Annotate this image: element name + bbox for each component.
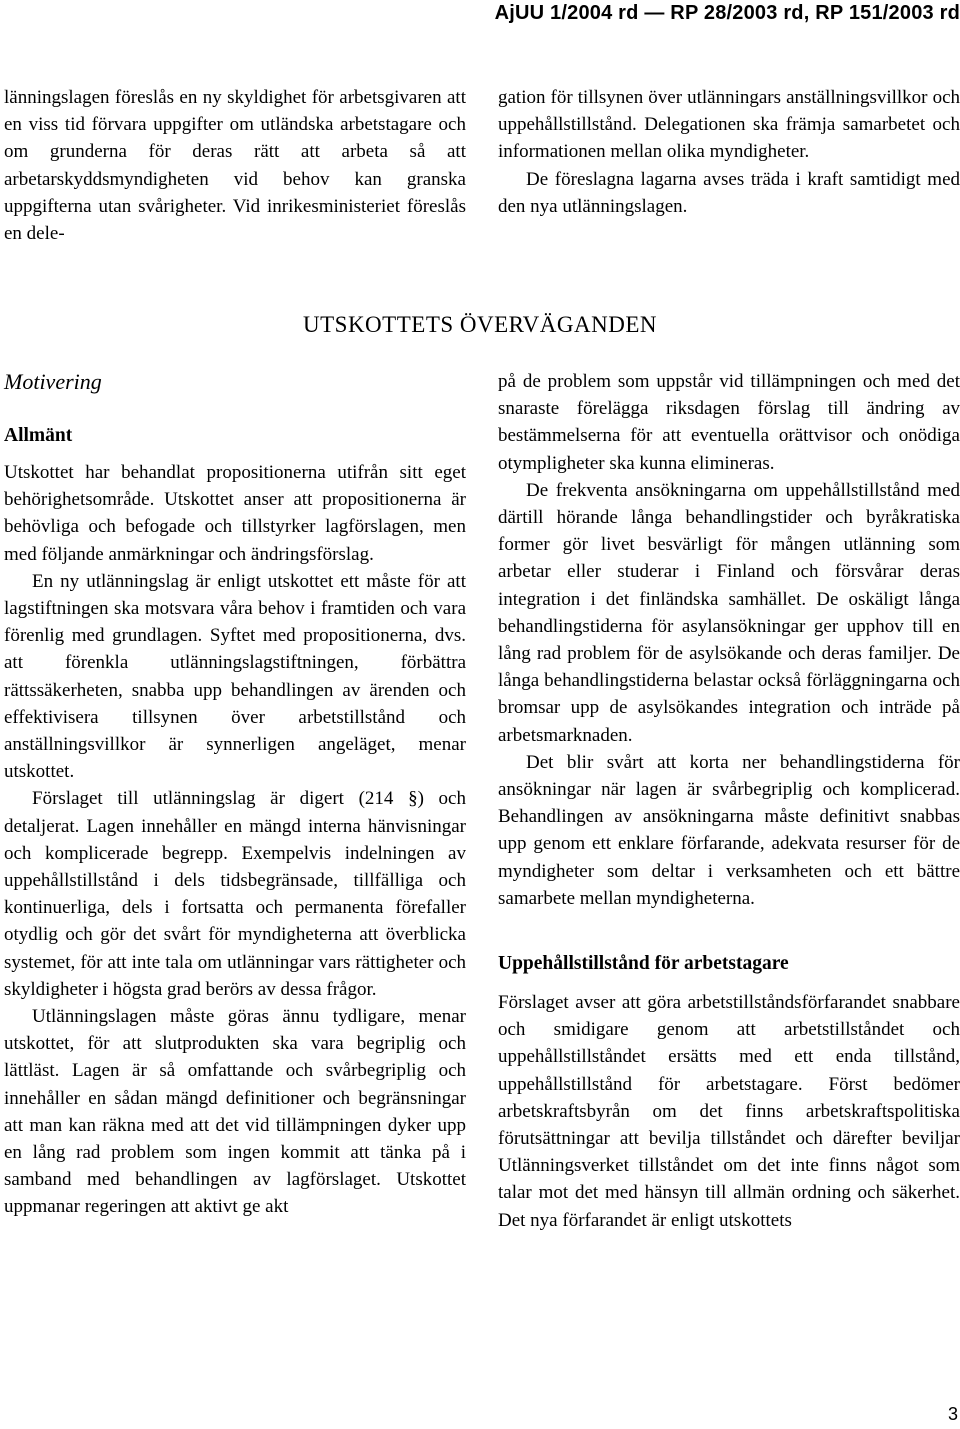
section-title: UTSKOTTETS ÖVERVÄGANDEN [303, 312, 657, 337]
top-paragraph-entry-into-force: De föreslagna lagarna avses träda i kraft samtidigt med den nya utlänningslagen. [498, 168, 960, 217]
top-right-column [498, 84, 960, 220]
main-left-column [4, 368, 466, 1221]
paragraph-5: på de problem som uppstår vid tillämpningen och med det snaraste förelägga riksdagen förslag till ändring av bestämmelserna för att eventuella orättvisor och onödiga otympligheter ska kunna elimineras. [498, 371, 960, 474]
top-left-column [4, 84, 466, 247]
paragraph-7: Det blir svårt att korta ner behandlingstiderna för ansökningar när lagen är svårbegriplig och komplicerad. Behandlingen av ansökningarna måste definitivt snabbas upp genom ett enklare förfarande, adekvata resurser för de myndigheter som deltar i verksamheten och ett bättre samarbete mellan myndigheterna. [498, 751, 960, 909]
paragraph-6: De frekventa ansökningarna om uppehållstillstånd med därtill hörande långa behandlingstider och byråkratiska former gör livet besvärligt för mången utlänning som arbetar eller studerar i Finland och försvårar deras integration i det finländska samhället. De oskäligt långa behandlingstiderna för asylansökningar ger upphov till en lång rad problem för de asylsökande och deras familjer. De långa behandlingstiderna belastar också förläggningarna och bromsar upp de asylsökandes integration och inträde på arbetsmarknaden. [498, 479, 960, 746]
paragraph-1: Utskottet har behandlat propositionerna utifrån sitt eget behörighetsområde. Utskottet anser att propositionerna är behövliga och befogade och tillstyrker lagförslagen, men med följande anmärkningar och ändringsförslag. [4, 462, 466, 565]
page-number: 3 [947, 1404, 958, 1424]
subheading-uppehallstillstand: Uppehållstillstånd för arbetstagare [498, 953, 789, 975]
main-right-column [498, 368, 960, 1234]
subheading-allmant: Allmänt [4, 425, 73, 446]
top-paragraph-part-2: gation för tillsynen över utlänningars anställningsvillkor och uppehållstillstånd. Delegationen ska främja samarbetet och informationen mellan olika myndigheter. [498, 87, 960, 163]
paragraph-4: Utlänningslagen måste göras ännu tydligare, menar utskottet, för att slutprodukten ska vara begriplig och lättläst. Lagen är så omfattande och svårbegriplig och innehåller en sådan mängd definitioner och begränsningar att man kan räkna med att det vid tillämpningen dyker upp en lång rad problem som ingen kommit att tänka på i samband med behandlingen av lagförslaget. Utskottet uppmanar regeringen att aktivt ge akt [4, 1006, 466, 1218]
running-header: AjUU 1/2004 rd — RP 28/2003 rd, RP 151/2003 rd [494, 2, 960, 24]
paragraph-8: Förslaget avser att göra arbetstillståndsförfarandet snabbare och smidigare genom att arbetstillståndet och uppehållstillståndet ersätts med ett enda tillstånd, uppehållstillstånd för arbetstagare. Först bedömer arbetskraftsbyrån om det finns arbetskraftspolitiska förutsättningar att bevilja tillståndet och därefter beviljar Utlänningsverket tillståndet om det inte finns något som talar mot det med hänsyn till allmän ordning och säkerhet. Det nya förfarandet är enligt utskottets [498, 992, 960, 1231]
paragraph-2: En ny utlänningslag är enligt utskottet ett måste för att lagstiftningen ska motsvara våra behov i framtiden och vara förenlig med grundlagen. Syftet med propositionerna, dvs. att förenkla utlänningslagstiftningen, förbättra rättssäkerheten, snabba upp behandlingen av ärenden och effektivisera tillsynen över arbetstillstånd och anställningsvillkor är synnerligen angeläget, menar utskottet. [4, 570, 466, 783]
top-paragraph-part-1: länningslagen föreslås en ny skyldighet för arbetsgivaren att en viss tid förvara uppgifter om utländska arbetstagare och om grunderna för deras rätt att arbeta så att arbetarskyddsmyndigheten vid behov kan granska uppgifterna utan svårigheter. Vid inrikesministeriet föreslås en dele- [4, 87, 466, 245]
subheading-motivering: Motivering [4, 369, 102, 394]
paragraph-3: Förslaget till utlänningslag är digert (214 §) och detaljerat. Lagen innehåller en mängd interna hänvisningar och komplicerade begrepp. Exempelvis indelningen av uppehållstillstånd i dels tidsbegränsade, tillfälliga och kontinuerliga, dels i fortsatta och permanenta förefaller otydlig och gör det svårt för myndigheterna att överblicka systemet, för att inte tala om utlänningar vars rättigheter och skyldigheter i högsta grad berörs av dessa frågor. [4, 788, 466, 1000]
